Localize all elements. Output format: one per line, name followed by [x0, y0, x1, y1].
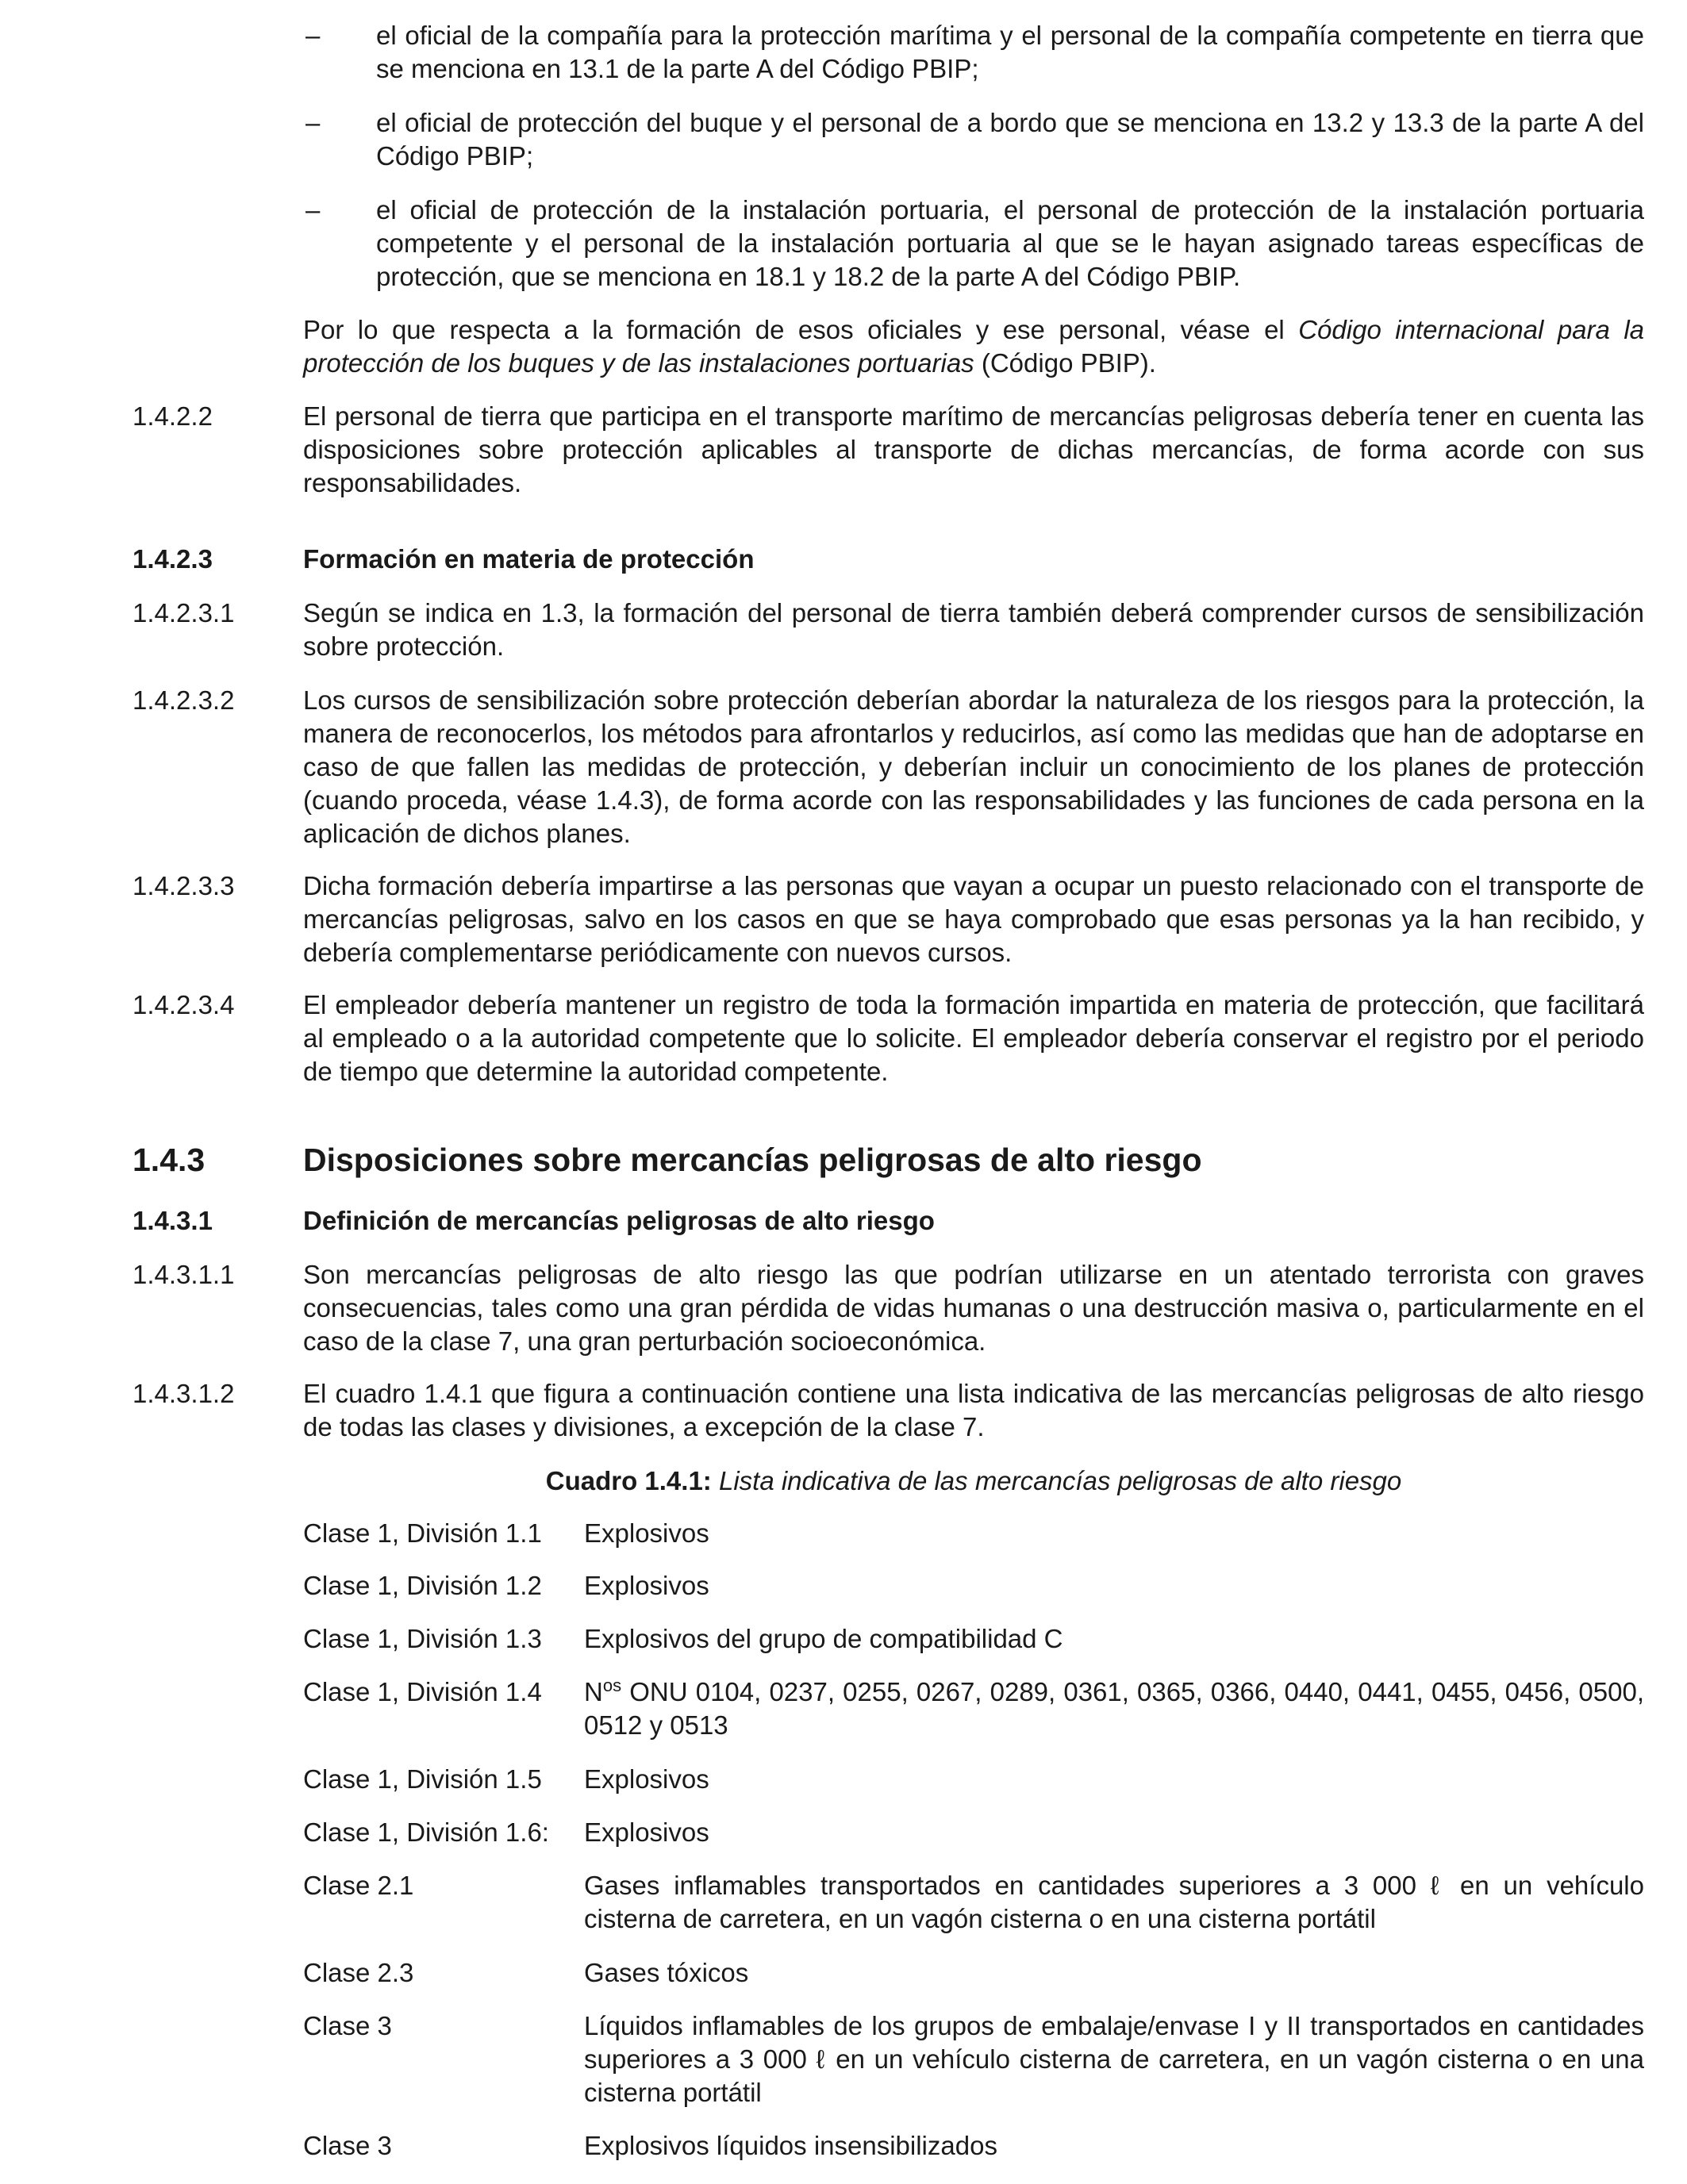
section-title: Definición de mercancías peligrosas de alto riesgo [303, 1206, 935, 1235]
table-desc-cell: Explosivos líquidos insensibilizados [584, 2131, 997, 2160]
paragraph-text: El cuadro 1.4.1 que figura a continuación contiene una lista indicativa de las mercancías peligrosas de alto riesgo de todas las clases y divisiones, a excepción de la clase 7. [303, 1379, 1644, 1441]
table-desc-sup: os [602, 1675, 622, 1695]
training-note-text: Por lo que respecta a la formación de esos oficiales y ese personal, véase el [303, 315, 1299, 344]
table-class-cell: Clase 3 [303, 2011, 392, 2040]
training-note-suffix: (Código PBIP). [974, 348, 1156, 378]
table-desc-cell: Gases tóxicos [584, 1958, 749, 1987]
bullet-text: el oficial de protección del buque y el personal de a bordo que se menciona en 13.2 y 13.3 de la parte A del Código PBIP; [376, 108, 1644, 171]
list-item [303, 19, 1644, 86]
table-desc-cell [584, 1675, 1644, 1742]
paragraph-text: Son mercancías peligrosas de alto riesgo las que podrían utilizarse en un atentado terrorista con graves consecuencias, tales como una gran pérdida de vidas humanas o una destrucción masiva o, particularmente en el caso de la clase 7, una gran perturbación socioeconómica. [303, 1260, 1644, 1356]
table-class-cell: Clase 1, División 1.2 [303, 1571, 542, 1600]
bullet-dash: – [306, 108, 321, 137]
table-caption [303, 1464, 1644, 1498]
table-desc-cell: Explosivos [584, 1764, 709, 1794]
table-caption-label: Cuadro 1.4.1: [545, 1466, 712, 1495]
table-desc-text: ONU 0104, 0237, 0255, 0267, 0289, 0361, 0365, 0366, 0440, 0441, 0455, 0456, 0500, 0512 y 0513 [584, 1677, 1644, 1740]
section-number: 1.4.3.1.1 [133, 1260, 235, 1289]
section-number: 1.4.2.3.2 [133, 685, 235, 715]
table-class-cell: Clase 2.3 [303, 1958, 414, 1987]
section-title: Formación en materia de protección [303, 544, 755, 574]
bullet-text: el oficial de protección de la instalación portuaria, el personal de protección de la instalación portuaria competente y el personal de la instalación portuaria al que se le hayan asignado tareas específicas de protección, que se menciona en 18.1 y 18.2 de la parte A del Código PBIP. [376, 195, 1644, 291]
paragraph-text: Según se indica en 1.3, la formación del personal de tierra también deberá comprender cursos de sensibilización sobre protección. [303, 598, 1644, 661]
table-class-cell: Clase 1, División 1.5 [303, 1764, 542, 1794]
table-class-cell: Clase 1, División 1.6: [303, 1817, 549, 1847]
section-number: 1.4.3.1 [133, 1206, 213, 1235]
table-desc-cell: Explosivos [584, 1817, 709, 1847]
list-item [303, 106, 1644, 173]
section-number: 1.4.3.1.2 [133, 1379, 235, 1408]
table-class-cell: Clase 1, División 1.3 [303, 1624, 542, 1653]
bullet-dash: – [306, 21, 321, 50]
code-reference: Código internacional para la protección de los buques y de las instalaciones portuarias [303, 315, 1645, 378]
paragraph-text: El personal de tierra que participa en el transporte marítimo de mercancías peligrosas debería tener en cuenta las disposiciones sobre protección aplicables al transporte de dichas mercancías, de forma acorde con sus responsabilidades. [303, 401, 1644, 497]
table-class-cell: Clase 3 [303, 2131, 392, 2160]
list-item [303, 194, 1644, 294]
section-number: 1.4.2.3.1 [133, 598, 235, 628]
section-number: 1.4.2.3.4 [133, 990, 235, 1019]
table-desc-cell: Explosivos del grupo de compatibilidad C [584, 1624, 1063, 1653]
table-class-cell: Clase 2.1 [303, 1871, 414, 1900]
table-desc-cell: Líquidos inflamables de los grupos de embalaje/envase I y II transportados en cantidades superiores a 3 000 ℓ en un vehículo cisterna de carretera, en un vagón cisterna o en una cisterna portátil [584, 2011, 1644, 2107]
table-desc-cell: Explosivos [584, 1518, 709, 1548]
section-heading: Disposiciones sobre mercancías peligrosas de alto riesgo [303, 1142, 1202, 1178]
table-desc-cell: Gases inflamables transportados en cantidades superiores a 3 000 ℓ en un vehículo cisterna de carretera, en un vagón cisterna o en una cisterna portátil [584, 1871, 1644, 1933]
paragraph-text: El empleador debería mantener un registro de toda la formación impartida en materia de protección, que facilitará al empleado o a la autoridad competente que lo solicite. El empleador debería conservar el registro por el periodo de tiempo que determine la autoridad competente. [303, 990, 1644, 1086]
table-desc-cell: Explosivos [584, 1571, 709, 1600]
section-number: 1.4.2.3 [133, 544, 213, 574]
paragraph-text: Dicha formación debería impartirse a las personas que vayan a ocupar un puesto relacionado con el transporte de mercancías peligrosas, salvo en los casos en que se haya comprobado que esas personas ya la han recibido, y debería complementarse periódicamente con nuevos cursos. [303, 871, 1644, 967]
paragraph-text: Los cursos de sensibilización sobre protección deberían abordar la naturaleza de los riesgos para la protección, la manera de reconocerlos, los métodos para afrontarlos y reducirlos, así como las medidas que han de adoptarse en caso de que fallen las medidas de protección, y deberían incluir un conocimiento de los planes de protección (cuando proceda, véase 1.4.3), de forma acorde con las responsabilidades y las funciones de cada persona en la aplicación de dichos planes. [303, 685, 1644, 848]
section-number: 1.4.2.3.3 [133, 871, 235, 900]
table-class-cell: Clase 1, División 1.4 [303, 1677, 542, 1706]
bullet-text: el oficial de la compañía para la protección marítima y el personal de la compañía competente en tierra que se menciona en 13.1 de la parte A del Código PBIP; [376, 21, 1644, 83]
table-class-cell: Clase 1, División 1.1 [303, 1518, 542, 1548]
section-number: 1.4.3 [133, 1142, 206, 1178]
table-caption-title: Lista indicativa de las mercancías peligrosas de alto riesgo [718, 1466, 1402, 1495]
bullet-dash: – [306, 195, 321, 225]
section-number: 1.4.2.2 [133, 401, 213, 431]
training-note [303, 313, 1644, 380]
table-desc-prefix: N [584, 1677, 603, 1706]
